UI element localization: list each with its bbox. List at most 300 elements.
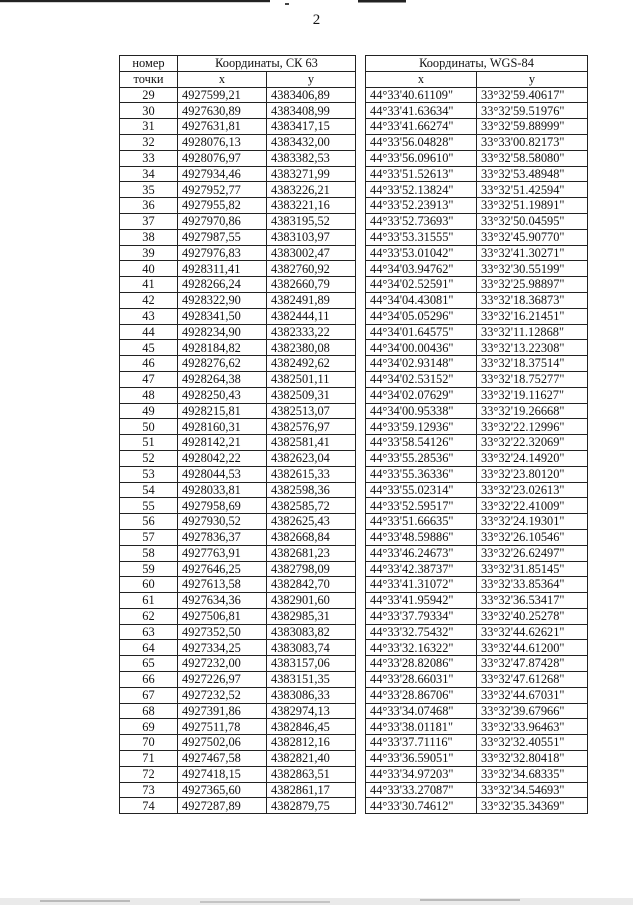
table-row: [120, 229, 588, 245]
table-row: [120, 798, 588, 814]
column-gap: [356, 308, 366, 324]
wgs84-y-cell: 33°32'59.88999": [477, 119, 588, 135]
column-gap: [356, 198, 366, 214]
sk63-y-cell: 4382681,23: [267, 545, 356, 561]
column-gap: [356, 403, 366, 419]
wgs84-y-cell: 33°32'47.87428": [477, 656, 588, 672]
sk63-y-cell: 4383086,33: [267, 687, 356, 703]
point-number-cell: 72: [120, 766, 178, 782]
wgs84-x-cell: 44°34'03.94762": [366, 261, 477, 277]
header-wgs84-group: Координаты, WGS-84: [366, 56, 588, 72]
table-row: [120, 435, 588, 451]
column-gap: [356, 119, 366, 135]
column-gap: [356, 134, 366, 150]
wgs84-y-cell: 33°32'19.26668": [477, 403, 588, 419]
table-row: [120, 482, 588, 498]
sk63-y-cell: 4382513,07: [267, 403, 356, 419]
column-gap: [356, 703, 366, 719]
wgs84-y-cell: 33°32'18.36873": [477, 292, 588, 308]
column-gap: [356, 182, 366, 198]
wgs84-y-cell: 33°32'44.62621": [477, 624, 588, 640]
sk63-y-cell: 4382668,84: [267, 529, 356, 545]
sk63-y-cell: 4382863,51: [267, 766, 356, 782]
sk63-y-cell: 4382444,11: [267, 308, 356, 324]
sk63-y-cell: 4382660,79: [267, 277, 356, 293]
sk63-x-cell: 4927232,00: [178, 656, 267, 672]
sk63-y-cell: 4382585,72: [267, 498, 356, 514]
wgs84-y-cell: 33°32'36.53417": [477, 593, 588, 609]
coordinates-table: [119, 55, 588, 814]
sk63-x-cell: 4928042,22: [178, 450, 267, 466]
wgs84-y-cell: 33°32'59.40617": [477, 87, 588, 103]
sk63-y-cell: 4382615,33: [267, 466, 356, 482]
point-number-cell: 42: [120, 292, 178, 308]
wgs84-y-cell: 33°32'47.61268": [477, 672, 588, 688]
column-gap: [356, 371, 366, 387]
sk63-x-cell: 4927365,60: [178, 782, 267, 798]
wgs84-x-cell: 44°34'04.43081": [366, 292, 477, 308]
sk63-y-cell: 4382974,13: [267, 703, 356, 719]
point-number-cell: 33: [120, 150, 178, 166]
sk63-x-cell: 4927352,50: [178, 624, 267, 640]
sk63-x-cell: 4928160,31: [178, 419, 267, 435]
sk63-y-cell: 4382901,60: [267, 593, 356, 609]
table-row: [120, 719, 588, 735]
sk63-x-cell: 4928184,82: [178, 340, 267, 356]
wgs84-y-cell: 33°32'32.40551": [477, 735, 588, 751]
column-gap: [356, 292, 366, 308]
wgs84-x-cell: 44°33'56.09610": [366, 150, 477, 166]
sk63-x-cell: 4927467,58: [178, 751, 267, 767]
wgs84-x-cell: 44°33'53.01042": [366, 245, 477, 261]
table-row: [120, 751, 588, 767]
wgs84-x-cell: 44°34'01.64575": [366, 324, 477, 340]
wgs84-y-cell: 33°32'32.80418": [477, 751, 588, 767]
sk63-x-cell: 4928033,81: [178, 482, 267, 498]
sk63-x-cell: 4927630,89: [178, 103, 267, 119]
column-gap: [356, 56, 366, 88]
table-row: [120, 419, 588, 435]
point-number-cell: 30: [120, 103, 178, 119]
sk63-y-cell: 4382842,70: [267, 577, 356, 593]
wgs84-x-cell: 44°33'28.66031": [366, 672, 477, 688]
column-gap: [356, 387, 366, 403]
point-number-cell: 36: [120, 198, 178, 214]
wgs84-x-cell: 44°33'59.12936": [366, 419, 477, 435]
sk63-y-cell: 4382491,89: [267, 292, 356, 308]
point-number-cell: 51: [120, 435, 178, 451]
point-number-cell: 74: [120, 798, 178, 814]
wgs84-x-cell: 44°33'36.59051": [366, 751, 477, 767]
column-gap: [356, 577, 366, 593]
scan-artifact-bottom: [0, 865, 633, 905]
point-number-cell: 53: [120, 466, 178, 482]
sk63-x-cell: 4927631,81: [178, 119, 267, 135]
table-row: [120, 340, 588, 356]
column-gap: [356, 766, 366, 782]
point-number-cell: 37: [120, 213, 178, 229]
table-row: [120, 703, 588, 719]
wgs84-y-cell: 33°32'18.37514": [477, 356, 588, 372]
wgs84-y-cell: 33°32'39.67966": [477, 703, 588, 719]
column-gap: [356, 419, 366, 435]
wgs84-x-cell: 44°33'51.52613": [366, 166, 477, 182]
scan-artifact-top: [0, 0, 633, 6]
wgs84-y-cell: 33°32'24.14920": [477, 450, 588, 466]
column-gap: [356, 245, 366, 261]
sk63-y-cell: 4383382,53: [267, 150, 356, 166]
point-number-cell: 70: [120, 735, 178, 751]
sk63-y-cell: 4382760,92: [267, 261, 356, 277]
table-row: [120, 308, 588, 324]
sk63-x-cell: 4928250,43: [178, 387, 267, 403]
sk63-x-cell: 4928276,62: [178, 356, 267, 372]
point-number-cell: 48: [120, 387, 178, 403]
table-row: [120, 782, 588, 798]
wgs84-y-cell: 33°32'44.61200": [477, 640, 588, 656]
sk63-x-cell: 4928266,24: [178, 277, 267, 293]
wgs84-x-cell: 44°33'34.97203": [366, 766, 477, 782]
point-number-cell: 31: [120, 119, 178, 135]
sk63-x-cell: 4927391,86: [178, 703, 267, 719]
sk63-x-cell: 4927232,52: [178, 687, 267, 703]
point-number-cell: 62: [120, 608, 178, 624]
wgs84-y-cell: 33°32'33.96463": [477, 719, 588, 735]
column-gap: [356, 561, 366, 577]
header-sk63-group: Координаты, СК 63: [178, 56, 356, 72]
wgs84-x-cell: 44°33'40.61109": [366, 87, 477, 103]
sk63-y-cell: 4382846,45: [267, 719, 356, 735]
wgs84-x-cell: 44°34'00.00436": [366, 340, 477, 356]
table-row: [120, 624, 588, 640]
point-number-cell: 55: [120, 498, 178, 514]
column-gap: [356, 798, 366, 814]
wgs84-y-cell: 33°32'33.85364": [477, 577, 588, 593]
wgs84-y-cell: 33°32'50.04595": [477, 213, 588, 229]
point-number-cell: 54: [120, 482, 178, 498]
wgs84-y-cell: 33°32'30.55199": [477, 261, 588, 277]
wgs84-x-cell: 44°33'41.95942": [366, 593, 477, 609]
point-number-cell: 68: [120, 703, 178, 719]
wgs84-y-cell: 33°32'34.54693": [477, 782, 588, 798]
sk63-x-cell: 4928215,81: [178, 403, 267, 419]
table-row: [120, 292, 588, 308]
wgs84-y-cell: 33°32'41.30271": [477, 245, 588, 261]
point-number-cell: 64: [120, 640, 178, 656]
point-number-cell: 41: [120, 277, 178, 293]
sk63-y-cell: 4382492,62: [267, 356, 356, 372]
wgs84-y-cell: 33°32'24.19301": [477, 514, 588, 530]
wgs84-y-cell: 33°32'40.25278": [477, 608, 588, 624]
table-row: [120, 103, 588, 119]
wgs84-x-cell: 44°33'30.74612": [366, 798, 477, 814]
wgs84-x-cell: 44°34'02.52591": [366, 277, 477, 293]
column-gap: [356, 87, 366, 103]
column-gap: [356, 498, 366, 514]
column-gap: [356, 450, 366, 466]
column-gap: [356, 356, 366, 372]
wgs84-y-cell: 33°32'26.62497": [477, 545, 588, 561]
sk63-x-cell: 4928234,90: [178, 324, 267, 340]
sk63-y-cell: 4383157,06: [267, 656, 356, 672]
wgs84-y-cell: 33°32'13.22308": [477, 340, 588, 356]
sk63-x-cell: 4927987,55: [178, 229, 267, 245]
sk63-x-cell: 4927599,21: [178, 87, 267, 103]
point-number-cell: 46: [120, 356, 178, 372]
table-row: [120, 119, 588, 135]
point-number-cell: 67: [120, 687, 178, 703]
sk63-y-cell: 4382812,16: [267, 735, 356, 751]
wgs84-x-cell: 44°33'52.23913": [366, 198, 477, 214]
column-gap: [356, 103, 366, 119]
table-row: [120, 403, 588, 419]
column-gap: [356, 166, 366, 182]
column-gap: [356, 672, 366, 688]
point-number-cell: 34: [120, 166, 178, 182]
sk63-x-cell: 4927287,89: [178, 798, 267, 814]
point-number-cell: 71: [120, 751, 178, 767]
wgs84-x-cell: 44°33'52.59517": [366, 498, 477, 514]
wgs84-x-cell: 44°33'46.24673": [366, 545, 477, 561]
table-row: [120, 672, 588, 688]
sk63-y-cell: 4382625,43: [267, 514, 356, 530]
column-gap: [356, 261, 366, 277]
point-number-cell: 60: [120, 577, 178, 593]
sk63-y-cell: 4382333,22: [267, 324, 356, 340]
wgs84-x-cell: 44°33'32.16322": [366, 640, 477, 656]
point-number-cell: 32: [120, 134, 178, 150]
table-row: [120, 608, 588, 624]
wgs84-x-cell: 44°33'28.86706": [366, 687, 477, 703]
sk63-y-cell: 4382581,41: [267, 435, 356, 451]
column-gap: [356, 687, 366, 703]
header-sk63-y: y: [267, 71, 356, 87]
point-number-cell: 57: [120, 529, 178, 545]
wgs84-x-cell: 44°33'56.04828": [366, 134, 477, 150]
wgs84-x-cell: 44°33'38.01181": [366, 719, 477, 735]
sk63-y-cell: 4383408,99: [267, 103, 356, 119]
wgs84-y-cell: 33°32'23.80120": [477, 466, 588, 482]
sk63-y-cell: 4383417,15: [267, 119, 356, 135]
sk63-x-cell: 4927976,83: [178, 245, 267, 261]
wgs84-x-cell: 44°33'58.54126": [366, 435, 477, 451]
point-number-cell: 59: [120, 561, 178, 577]
column-gap: [356, 624, 366, 640]
header-point-number-line2: точки: [120, 71, 178, 87]
table-row: [120, 277, 588, 293]
wgs84-y-cell: 33°32'31.85145": [477, 561, 588, 577]
wgs84-x-cell: 44°33'55.28536": [366, 450, 477, 466]
column-gap: [356, 782, 366, 798]
table-row: [120, 324, 588, 340]
sk63-x-cell: 4928044,53: [178, 466, 267, 482]
sk63-x-cell: 4928341,50: [178, 308, 267, 324]
sk63-x-cell: 4927958,69: [178, 498, 267, 514]
sk63-x-cell: 4927952,77: [178, 182, 267, 198]
wgs84-x-cell: 44°33'33.27087": [366, 782, 477, 798]
wgs84-x-cell: 44°33'48.59886": [366, 529, 477, 545]
wgs84-x-cell: 44°33'41.63634": [366, 103, 477, 119]
column-gap: [356, 640, 366, 656]
sk63-x-cell: 4928264,38: [178, 371, 267, 387]
point-number-cell: 63: [120, 624, 178, 640]
wgs84-y-cell: 33°32'19.11627": [477, 387, 588, 403]
sk63-y-cell: 4383271,99: [267, 166, 356, 182]
sk63-y-cell: 4383406,89: [267, 87, 356, 103]
wgs84-y-cell: 33°33'00.82173": [477, 134, 588, 150]
table-row: [120, 735, 588, 751]
sk63-x-cell: 4927646,25: [178, 561, 267, 577]
table-row: [120, 561, 588, 577]
table-row: [120, 593, 588, 609]
header-sk63-x: x: [178, 71, 267, 87]
wgs84-x-cell: 44°34'02.53152": [366, 371, 477, 387]
point-number-cell: 73: [120, 782, 178, 798]
table-row: [120, 545, 588, 561]
column-gap: [356, 545, 366, 561]
column-gap: [356, 529, 366, 545]
point-number-cell: 52: [120, 450, 178, 466]
point-number-cell: 56: [120, 514, 178, 530]
sk63-y-cell: 4382623,04: [267, 450, 356, 466]
wgs84-y-cell: 33°32'22.32069": [477, 435, 588, 451]
column-gap: [356, 150, 366, 166]
point-number-cell: 38: [120, 229, 178, 245]
sk63-y-cell: 4382821,40: [267, 751, 356, 767]
wgs84-x-cell: 44°33'51.66635": [366, 514, 477, 530]
column-gap: [356, 656, 366, 672]
table-row: [120, 450, 588, 466]
table-row: [120, 387, 588, 403]
wgs84-x-cell: 44°34'02.93148": [366, 356, 477, 372]
point-number-cell: 47: [120, 371, 178, 387]
table-row: [120, 371, 588, 387]
column-gap: [356, 466, 366, 482]
column-gap: [356, 514, 366, 530]
header-wgs84-x: x: [366, 71, 477, 87]
table-row: [120, 529, 588, 545]
table-row: [120, 261, 588, 277]
sk63-y-cell: 4383083,82: [267, 624, 356, 640]
wgs84-y-cell: 33°32'44.67031": [477, 687, 588, 703]
sk63-y-cell: 4382879,75: [267, 798, 356, 814]
table-header: [120, 56, 588, 88]
wgs84-x-cell: 44°34'02.07629": [366, 387, 477, 403]
sk63-x-cell: 4927634,36: [178, 593, 267, 609]
table-row: [120, 498, 588, 514]
wgs84-y-cell: 33°32'22.12996": [477, 419, 588, 435]
point-number-cell: 44: [120, 324, 178, 340]
point-number-cell: 65: [120, 656, 178, 672]
point-number-cell: 49: [120, 403, 178, 419]
wgs84-y-cell: 33°32'53.48948": [477, 166, 588, 182]
header-point-number: номер: [120, 56, 178, 72]
wgs84-x-cell: 44°34'00.95338": [366, 403, 477, 419]
table-row: [120, 198, 588, 214]
sk63-x-cell: 4927934,46: [178, 166, 267, 182]
column-gap: [356, 435, 366, 451]
sk63-y-cell: 4382380,08: [267, 340, 356, 356]
wgs84-x-cell: 44°33'52.13824": [366, 182, 477, 198]
point-number-cell: 58: [120, 545, 178, 561]
sk63-x-cell: 4927334,25: [178, 640, 267, 656]
sk63-y-cell: 4383151,35: [267, 672, 356, 688]
sk63-y-cell: 4382985,31: [267, 608, 356, 624]
sk63-x-cell: 4927511,78: [178, 719, 267, 735]
table-row: [120, 514, 588, 530]
table-row: [120, 687, 588, 703]
point-number-cell: 66: [120, 672, 178, 688]
wgs84-x-cell: 44°33'37.71116": [366, 735, 477, 751]
table-row: [120, 640, 588, 656]
point-number-cell: 50: [120, 419, 178, 435]
column-gap: [356, 482, 366, 498]
sk63-x-cell: 4927836,37: [178, 529, 267, 545]
sk63-x-cell: 4928311,41: [178, 261, 267, 277]
sk63-x-cell: 4927955,82: [178, 198, 267, 214]
wgs84-x-cell: 44°33'41.66274": [366, 119, 477, 135]
column-gap: [356, 751, 366, 767]
sk63-x-cell: 4927506,81: [178, 608, 267, 624]
wgs84-y-cell: 33°32'16.21451": [477, 308, 588, 324]
wgs84-x-cell: 44°33'28.82086": [366, 656, 477, 672]
wgs84-y-cell: 33°32'22.41009": [477, 498, 588, 514]
wgs84-x-cell: 44°33'55.36336": [366, 466, 477, 482]
sk63-y-cell: 4382501,11: [267, 371, 356, 387]
table-row: [120, 213, 588, 229]
wgs84-y-cell: 33°32'23.02613": [477, 482, 588, 498]
point-number-cell: 45: [120, 340, 178, 356]
column-gap: [356, 277, 366, 293]
column-gap: [356, 324, 366, 340]
sk63-x-cell: 4928322,90: [178, 292, 267, 308]
column-gap: [356, 735, 366, 751]
sk63-x-cell: 4928076,13: [178, 134, 267, 150]
sk63-x-cell: 4928076,97: [178, 150, 267, 166]
wgs84-x-cell: 44°33'37.79334": [366, 608, 477, 624]
sk63-y-cell: 4382576,97: [267, 419, 356, 435]
table-row: [120, 182, 588, 198]
sk63-x-cell: 4927930,52: [178, 514, 267, 530]
table-row: [120, 656, 588, 672]
sk63-x-cell: 4927418,15: [178, 766, 267, 782]
sk63-x-cell: 4927970,86: [178, 213, 267, 229]
point-number-cell: 29: [120, 87, 178, 103]
wgs84-y-cell: 33°32'59.51976": [477, 103, 588, 119]
wgs84-y-cell: 33°32'51.19891": [477, 198, 588, 214]
sk63-y-cell: 4383083,74: [267, 640, 356, 656]
table-body: [120, 87, 588, 814]
sk63-y-cell: 4383195,52: [267, 213, 356, 229]
sk63-x-cell: 4927226,97: [178, 672, 267, 688]
point-number-cell: 39: [120, 245, 178, 261]
point-number-cell: 69: [120, 719, 178, 735]
sk63-y-cell: 4383103,97: [267, 229, 356, 245]
wgs84-y-cell: 33°32'11.12868": [477, 324, 588, 340]
header-wgs84-y: y: [477, 71, 588, 87]
column-gap: [356, 229, 366, 245]
table-row: [120, 150, 588, 166]
sk63-x-cell: 4927502,06: [178, 735, 267, 751]
wgs84-x-cell: 44°33'55.02314": [366, 482, 477, 498]
wgs84-y-cell: 33°32'26.10546": [477, 529, 588, 545]
sk63-x-cell: 4928142,21: [178, 435, 267, 451]
sk63-x-cell: 4927763,91: [178, 545, 267, 561]
point-number-cell: 40: [120, 261, 178, 277]
table-row: [120, 766, 588, 782]
sk63-y-cell: 4382861,17: [267, 782, 356, 798]
wgs84-y-cell: 33°32'51.42594": [477, 182, 588, 198]
